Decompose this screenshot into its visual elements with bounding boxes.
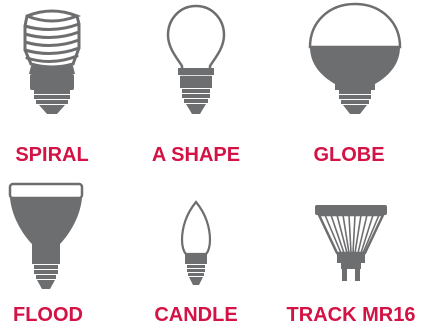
label-globe: GLOBE: [313, 144, 385, 166]
label-spiral: SPIRAL: [15, 144, 89, 166]
label-a-shape: A SHAPE: [151, 144, 241, 166]
flood-bulb-icon: [6, 180, 86, 292]
label-track-mr16: TRACK MR16: [286, 304, 416, 326]
label-flood: FLOOD: [13, 304, 83, 326]
globe-bulb-icon: [305, 2, 405, 116]
candle-bulb-icon: [176, 200, 216, 292]
label-candle: CANDLE: [154, 304, 238, 326]
a-shape-bulb-icon: [164, 4, 228, 116]
track-mr16-bulb-icon: [313, 203, 389, 283]
spiral-bulb-icon: [17, 4, 87, 116]
